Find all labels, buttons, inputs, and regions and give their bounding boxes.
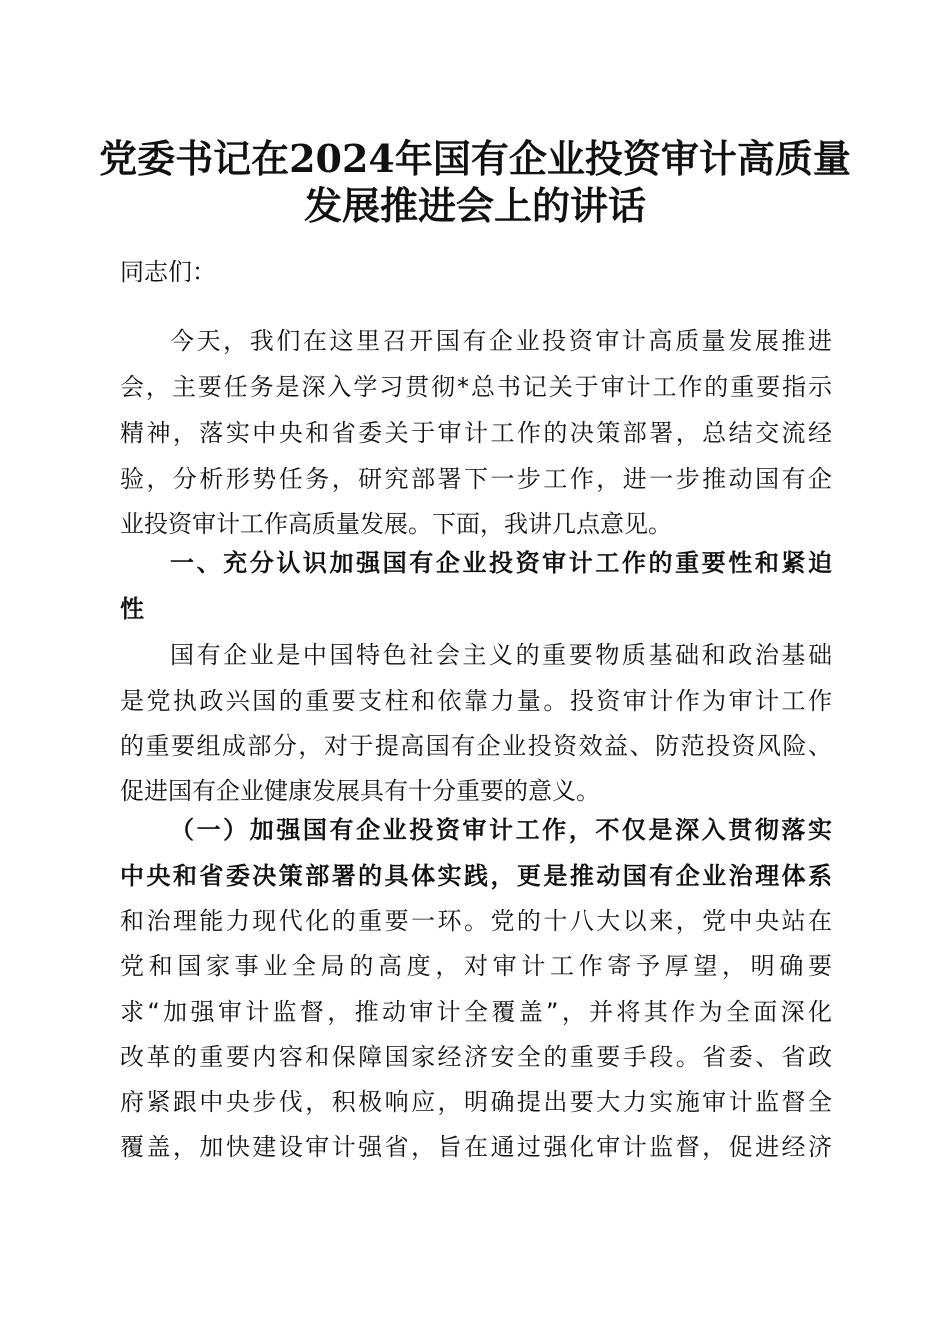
paragraph-line: 国有企业是中国特色社会主义的重要物质基础和政治基础 (170, 641, 832, 669)
paragraph-line: 求“加强审计监督，推动审计全覆盖”，并将其作为全面深化 (120, 998, 832, 1026)
paragraph-line: 业投资审计工作高质量发展。下面，我讲几点意见。 (120, 510, 672, 538)
paragraph-line: 今天，我们在这里召开国有企业投资审计高质量发展推进 (170, 327, 832, 355)
document-title-line-1: 党委书记在2024年国有企业投资审计高质量 (99, 136, 851, 181)
paragraph-line: 和治理能力现代化的重要一环。党的十八大以来，党中央站在 (120, 907, 832, 935)
section-heading: 一、充分认识加强国有企业投资审计工作的重要性和紧迫 (170, 549, 832, 577)
paragraph-line: 覆盖，加快建设审计强省，旨在通过强化审计监督，促进经济 (120, 1133, 832, 1161)
paragraph-line: 验，分析形势任务，研究部署下一步工作，进一步推动国有企 (120, 465, 832, 493)
paragraph-line: 促进国有企业健康发展具有十分重要的意义。 (120, 777, 600, 805)
document-title-line-2: 发展推进会上的讲话 (303, 183, 646, 228)
paragraph-line: 改革的重要内容和保障国家经济安全的重要手段。省委、省政 (120, 1043, 832, 1071)
paragraph-line: 是党执政兴国的重要支柱和依靠力量。投资审计作为审计工作 (120, 687, 832, 715)
paragraph-line: 精神，落实中央和省委关于审计工作的决策部署，总结交流经 (120, 419, 832, 447)
paragraph-line: 中央和省委决策部署的具体实践，更是推动国有企业治理体系 (120, 862, 832, 890)
paragraph-line: （一）加强国有企业投资审计工作，不仅是深入贯彻落实 (170, 816, 832, 844)
paragraph-line: 府紧跟中央步伐，积极响应，明确提出要大力实施审计监督全 (120, 1088, 832, 1116)
paragraph-line: 会，主要任务是深入学习贯彻*总书记关于审计工作的重要指示 (120, 373, 832, 401)
paragraph-line: 的重要组成部分，对于提高国有企业投资效益、防范投资风险、 (120, 732, 832, 760)
paragraph-line: 党和国家事业全局的高度，对审计工作寄予厚望，明确要 (120, 952, 832, 980)
section-heading: 性 (120, 595, 144, 623)
salutation: 同志们： (120, 258, 216, 286)
